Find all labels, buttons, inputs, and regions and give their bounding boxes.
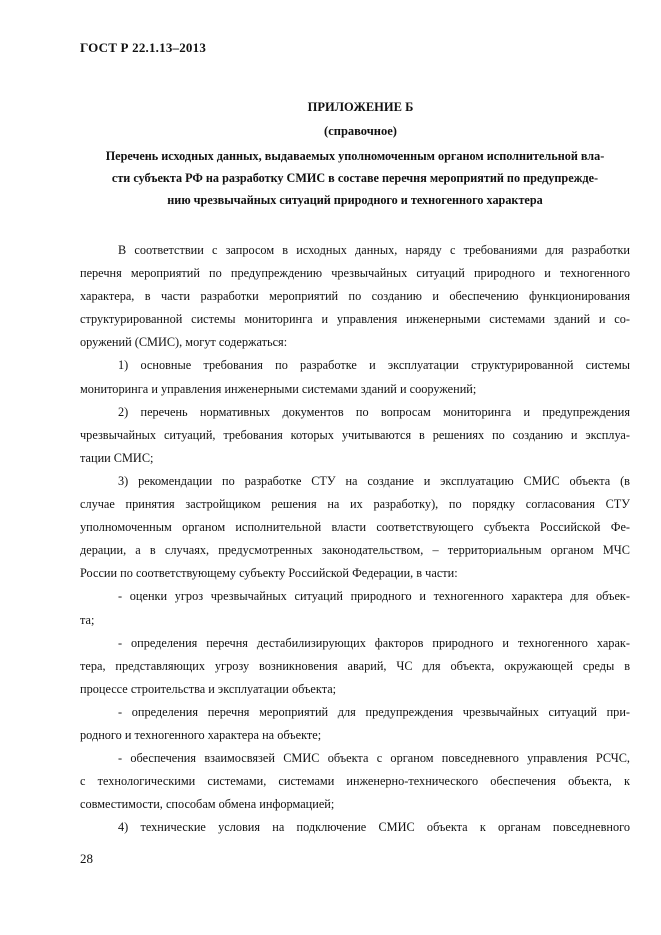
- list-item-line: тации СМИС;: [80, 450, 154, 465]
- appendix-title: ПРИЛОЖЕНИЕ Б: [307, 100, 414, 114]
- heading-line: сти субъекта РФ на разработку СМИС в составе перечня мероприятий по предупрежде-: [111, 171, 599, 185]
- list-item-line: мониторинга и управления инженерными системами зданий и сооружений;: [80, 381, 477, 396]
- sub-item-line: тера, представляющих угрозу возникновения аварий, ЧС для объекта, окружающей среды в: [80, 658, 630, 673]
- sub-item-line: совместимости, способам обмена информацией;: [80, 797, 335, 812]
- appendix-heading: [80, 145, 630, 211]
- list-item-line: чрезвычайных ситуаций, требования которых учитываются в решениях по созданию и эксплуа-: [80, 427, 630, 442]
- heading-line: нию чрезвычайных ситуаций природного и техногенного характера: [167, 193, 543, 207]
- sub-item-line: с технологическими системами, системами инженерно-технического обеспечения объекта, к: [80, 774, 630, 789]
- paragraph-line: перечня мероприятий по предупреждению чрезвычайных ситуаций природного и техногенного: [80, 266, 630, 281]
- list-item-line: России по соответствующему субъекту Российской Федерации, в части:: [80, 566, 458, 581]
- list-item-line: 4) технические условия на подключение СМИС объекта к органам повседневного: [118, 820, 630, 835]
- list-item-line: дерации, а в случаях, предусмотренных законодательством, – территориальным органом МЧС: [80, 543, 630, 558]
- body-text: [80, 239, 630, 839]
- sub-item-line: - оценки угроз чрезвычайных ситуаций природного и техногенного характера для объек-: [118, 589, 630, 604]
- sub-item-line: та;: [80, 612, 95, 627]
- sub-item-line: - определения перечня мероприятий для предупреждения чрезвычайных ситуаций при-: [118, 704, 630, 719]
- sub-item-line: процессе строительства и эксплуатации объекта;: [80, 681, 337, 696]
- sub-item-line: родного и техногенного характера на объекте;: [80, 727, 322, 742]
- appendix-subtitle: (справочное): [324, 124, 397, 138]
- paragraph-line: оружений (СМИС), могут содержаться:: [80, 335, 288, 350]
- sub-item-line: - определения перечня дестабилизирующих факторов природного и техногенного харак-: [118, 635, 630, 650]
- heading-line: Перечень исходных данных, выдаваемых уполномоченным органом исполнительной вла-: [105, 149, 605, 163]
- document-code: ГОСТ Р 22.1.13–2013: [80, 40, 207, 55]
- list-item-line: 1) основные требования по разработке и эксплуатации структурированной системы: [118, 358, 630, 373]
- page-number: 28: [80, 851, 93, 866]
- paragraph-line: структурированной системы мониторинга и управления инженерными системами зданий и со-: [80, 312, 630, 327]
- list-item-line: случае принятия застройщиком решения на их разработку), по порядку согласования СТУ: [80, 497, 630, 512]
- list-item-line: 2) перечень нормативных документов по вопросам мониторинга и предупреждения: [118, 404, 630, 419]
- paragraph-line: характера, в части разработки мероприятий по созданию и обеспечению функционирования: [80, 289, 630, 304]
- list-item-line: 3) рекомендации по разработке СТУ на создание и эксплуатацию СМИС объекта (в: [118, 473, 630, 488]
- list-item-line: уполномоченным органом исполнительной власти соответствующего субъекта Российской Фе-: [80, 520, 630, 535]
- paragraph-line: В соответствии с запросом в исходных данных, наряду с требованиями для разработки: [118, 243, 630, 257]
- sub-item-line: - обеспечения взаимосвязей СМИС объекта с органом повседневного управления РСЧС,: [118, 751, 630, 766]
